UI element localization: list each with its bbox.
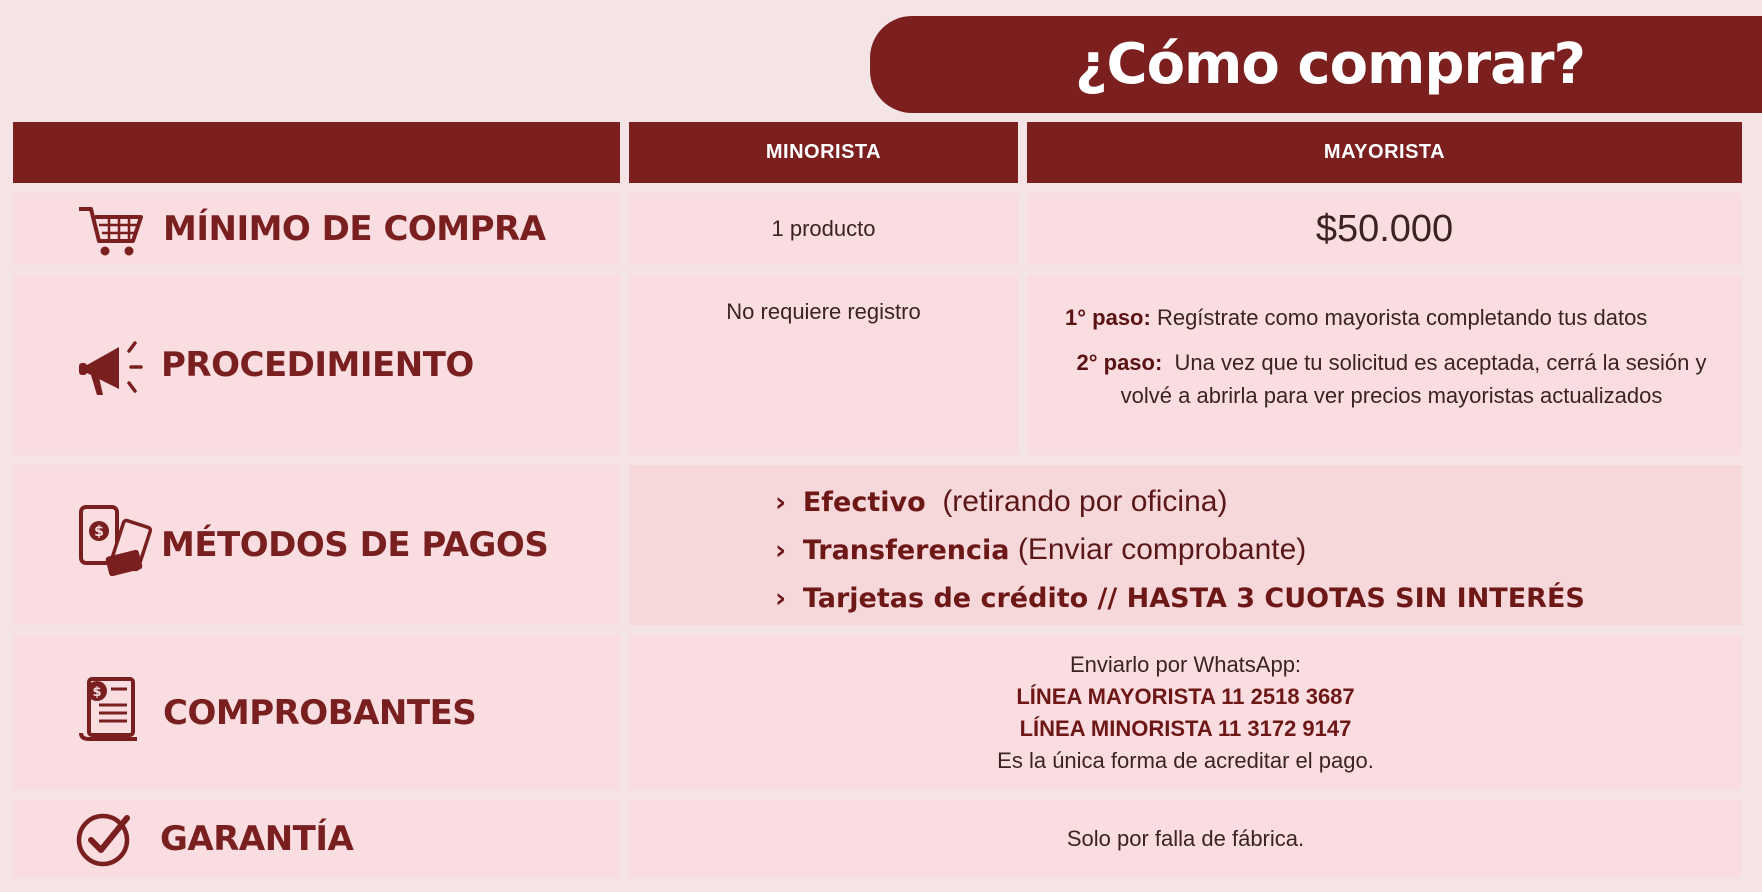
payment-methods-list bbox=[775, 478, 1585, 622]
payment-method-name: Transferencia bbox=[802, 535, 1010, 566]
payment-method-name: Tarjetas de crédito // HASTA 3 CUOTAS SIN INTERÉS bbox=[802, 583, 1585, 614]
svg-text:$: $ bbox=[92, 685, 102, 700]
minimo-minorista-value: 1 producto bbox=[771, 216, 876, 241]
procedimiento-minorista-text: No requiere registro bbox=[726, 299, 921, 324]
row-garantia-label-cell bbox=[13, 800, 620, 878]
check-circle-icon bbox=[75, 810, 133, 868]
header-mayorista: MAYORISTA bbox=[1027, 122, 1742, 183]
payment-method-item: › Transferencia (Enviar comprobante) bbox=[775, 533, 1307, 566]
payment-method-note: (Enviar comprobante) bbox=[1017, 533, 1307, 566]
minimo-mayorista-value: $50.000 bbox=[1315, 207, 1454, 250]
row-label-garantia: GARANTÍA bbox=[160, 819, 354, 859]
payment-method-note: (retirando por oficina) bbox=[942, 485, 1228, 518]
whatsapp-info bbox=[997, 649, 1374, 777]
step-2 bbox=[1065, 346, 1718, 412]
step-1-text: Regístrate como mayorista completando tus datos bbox=[1156, 305, 1648, 330]
payment-method-name: Efectivo bbox=[802, 487, 926, 518]
step-1 bbox=[1065, 301, 1718, 334]
row-procedimiento-minorista bbox=[629, 275, 1018, 455]
row-procedimiento-label-cell bbox=[13, 275, 620, 455]
row-label-minimo: MÍNIMO DE COMPRA bbox=[163, 209, 546, 249]
receipt-icon bbox=[75, 675, 145, 743]
header-blank bbox=[13, 122, 620, 183]
row-comprobantes-data bbox=[629, 635, 1742, 790]
row-minimo-mayorista bbox=[1027, 193, 1742, 265]
page-title: ¿Cómo comprar? bbox=[1075, 32, 1585, 97]
garantia-text: Solo por falla de fábrica. bbox=[1066, 826, 1305, 851]
payment-phone-card-icon bbox=[75, 505, 155, 581]
row-minimo-minorista bbox=[629, 193, 1018, 265]
row-label-procedimiento: PROCEDIMIENTO bbox=[161, 345, 474, 385]
row-garantia-data bbox=[629, 800, 1742, 878]
row-minimo-label-cell bbox=[13, 193, 620, 265]
row-procedimiento-mayorista bbox=[1027, 275, 1742, 455]
payment-method-item: › Efectivo (retirando por oficina) bbox=[775, 485, 1228, 518]
step-2-label: 2° paso: bbox=[1076, 350, 1163, 375]
step-1-label: 1° paso: bbox=[1065, 305, 1151, 330]
row-label-metodos: MÉTODOS DE PAGOS bbox=[161, 525, 549, 565]
step-2-text: Una vez que tu solicitud es aceptada, cerrá la sesión y volvé a abrirla para ver precios mayoristas actualizados bbox=[1120, 350, 1707, 408]
payment-method-item: › Tarjetas de crédito // HASTA 3 CUOTAS SIN INTERÉS bbox=[775, 583, 1585, 614]
whatsapp-mayorista-line: LÍNEA MAYORISTA 11 2518 3687 bbox=[1016, 683, 1355, 709]
row-label-comprobantes: COMPROBANTES bbox=[163, 692, 477, 733]
whatsapp-minorista-line: LÍNEA MINORISTA 11 3172 9147 bbox=[1019, 715, 1352, 741]
svg-text:$: $ bbox=[94, 524, 104, 540]
title-banner bbox=[870, 16, 1762, 113]
whatsapp-instruction: Enviarlo por WhatsApp: bbox=[1069, 651, 1302, 677]
payment-credit-note: Es la única forma de acreditar el pago. bbox=[997, 747, 1374, 773]
header-minorista: MINORISTA bbox=[629, 122, 1018, 183]
row-comprobantes-label-cell bbox=[13, 635, 620, 790]
shopping-cart-icon bbox=[75, 203, 147, 259]
megaphone-icon bbox=[75, 337, 155, 403]
row-metodos-label-cell bbox=[13, 465, 620, 625]
